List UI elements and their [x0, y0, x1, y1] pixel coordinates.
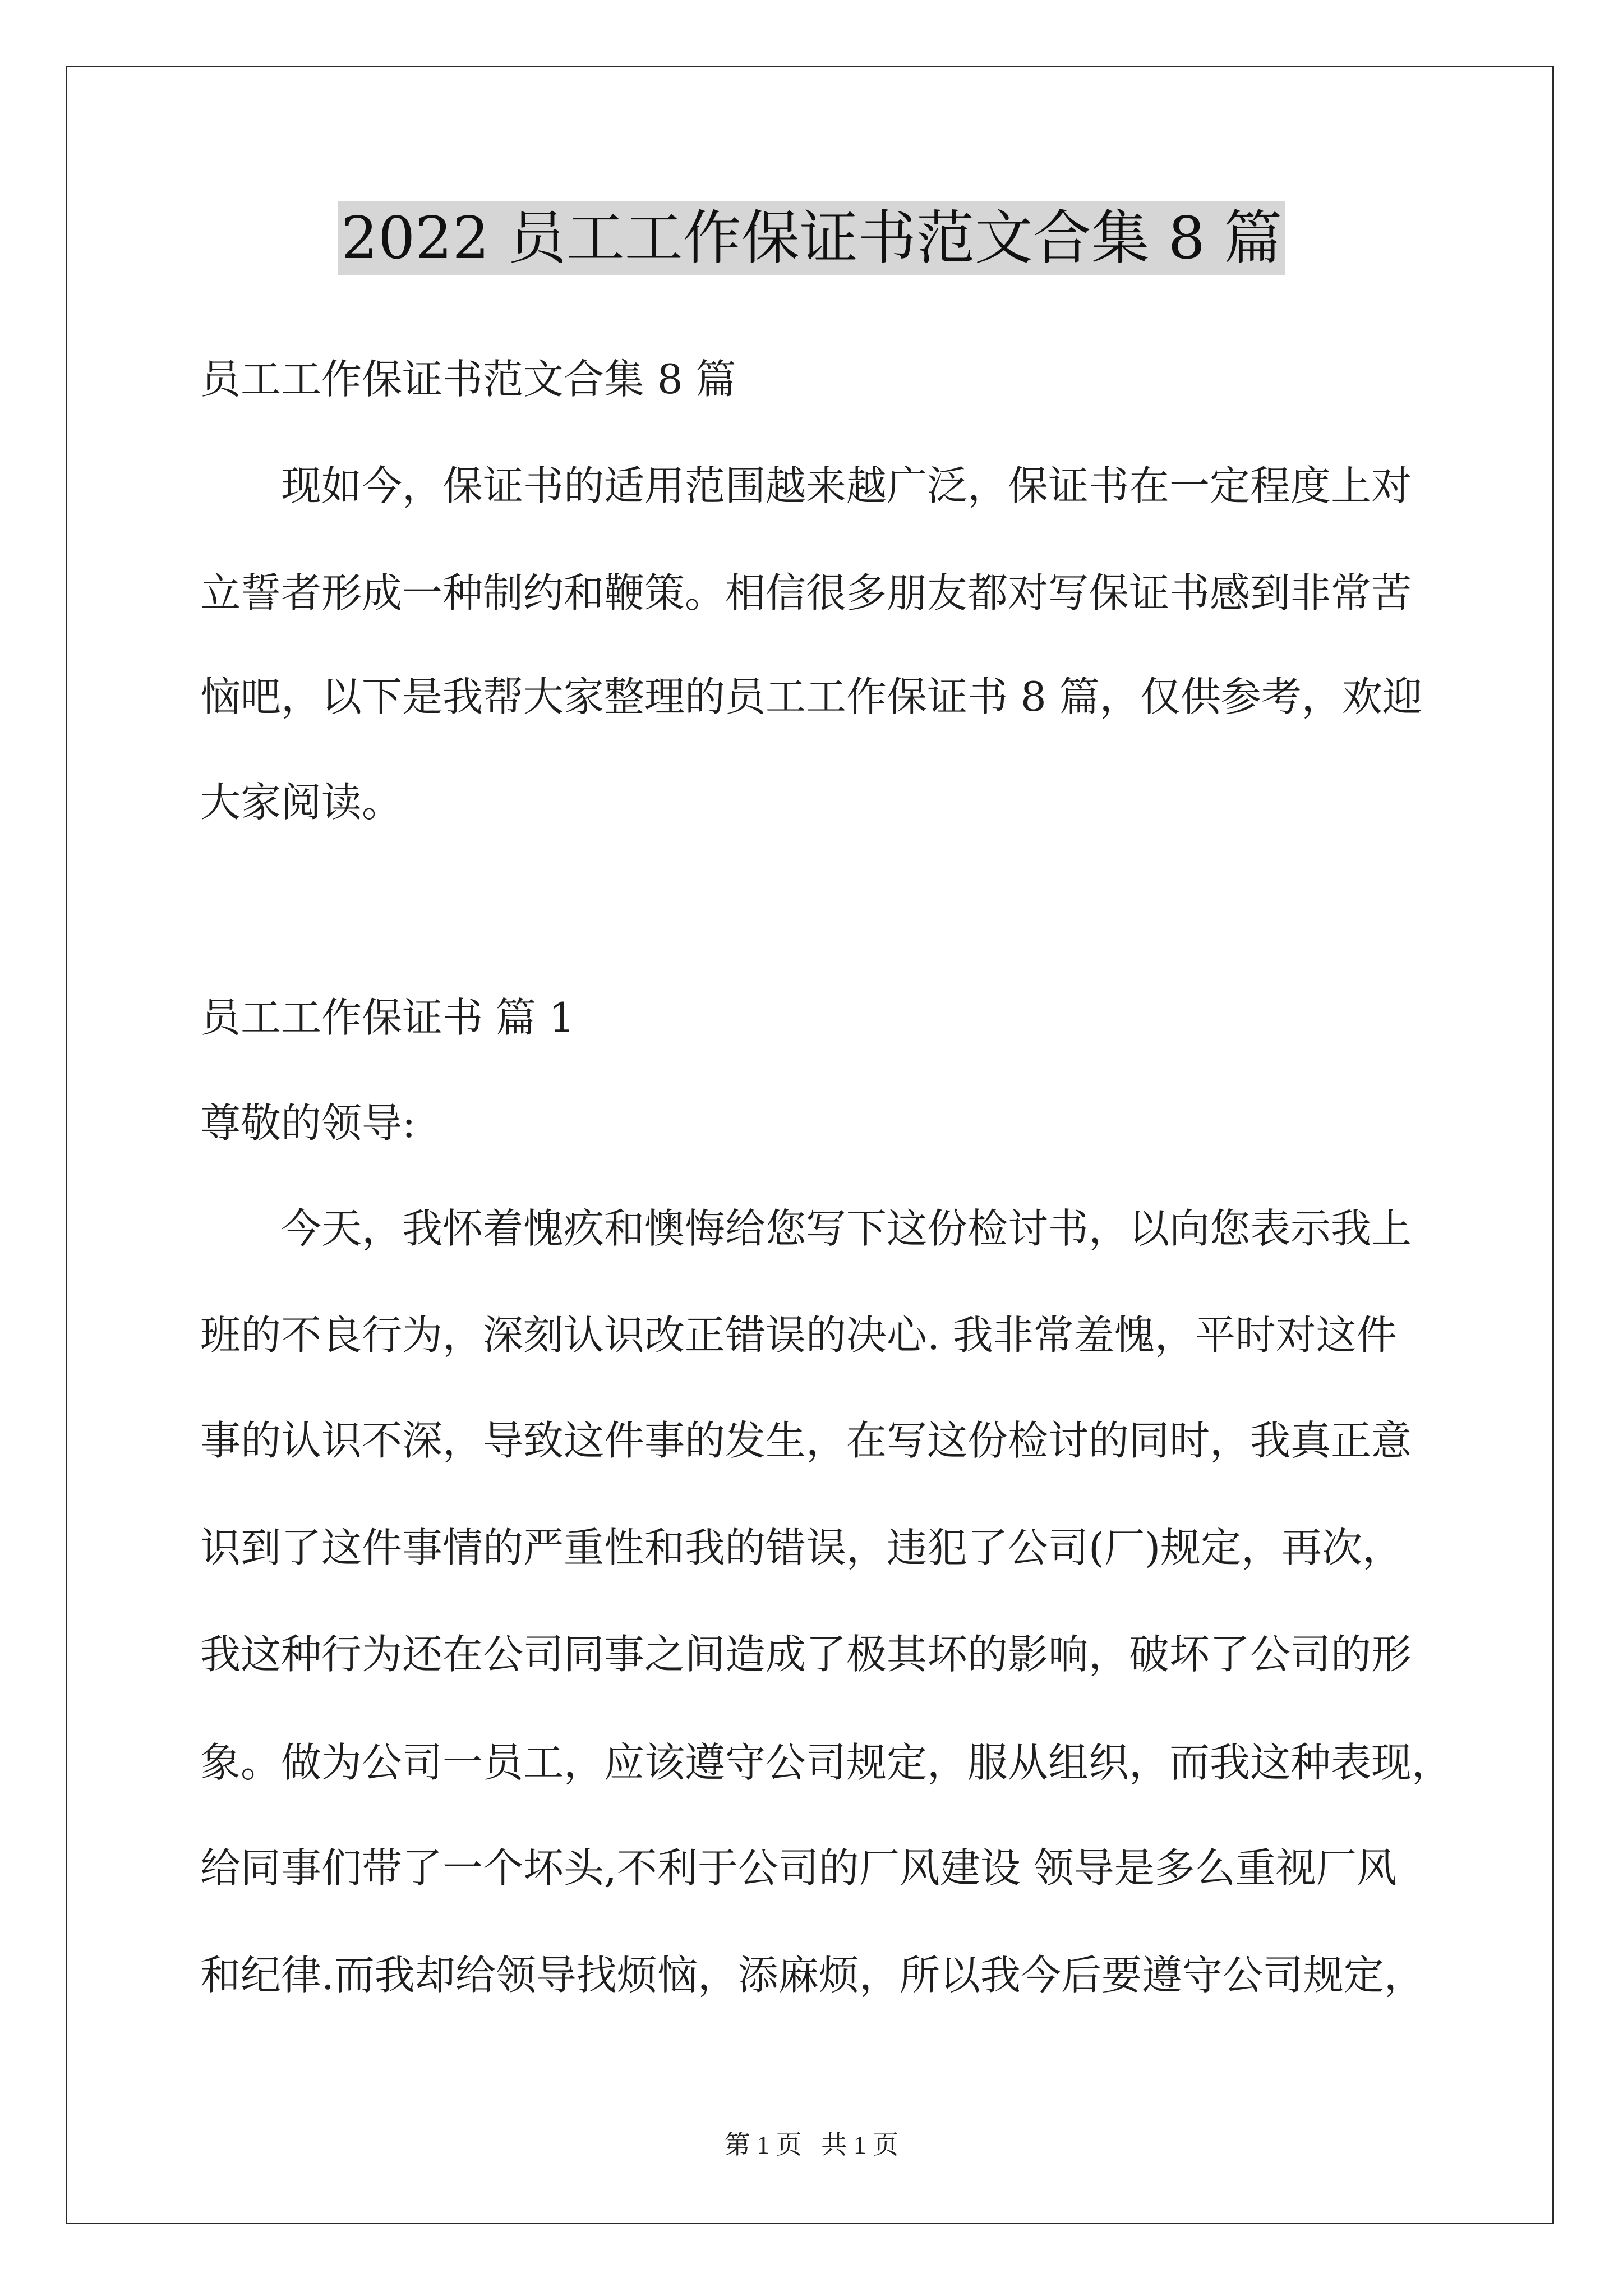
intro-line: 立誓者形成一种制约和鞭策。相信很多朋友都对写保证书感到非常苦 — [200, 569, 1412, 616]
body-line: 和纪律.而我却给领导找烦恼，添麻烦，所以我今后要遵守公司规定， — [200, 1952, 1424, 1999]
body-line: 今天，我怀着愧疚和懊悔给您写下这份检讨书，以向您表示我上 — [281, 1205, 1412, 1252]
page-number-footer: 第 1 页 共 1 页 — [724, 2131, 899, 2159]
intro-line: 现如今，保证书的适用范围越来越广泛，保证书在一定程度上对 — [281, 462, 1412, 509]
intro-line: 恼吧，以下是我帮大家整理的员工工作保证书 8 篇，仅供参考，欢迎 — [200, 673, 1423, 720]
section-heading: 员工工作保证书 篇 1 — [200, 994, 575, 1041]
body-line: 给同事们带了一个坏头,不利于公司的厂风建设 领导是多么重视厂风 — [200, 1844, 1397, 1892]
body-line: 识到了这件事情的严重性和我的错误，违犯了公司(厂)规定，再次， — [200, 1524, 1403, 1571]
title-container — [0, 201, 1623, 275]
document-title: 2022 员工工作保证书范文合集 8 篇 — [338, 201, 1285, 275]
body-line: 我这种行为还在公司同事之间造成了极其坏的影响，破坏了公司的形 — [200, 1631, 1412, 1678]
salutation: 尊敬的领导: — [200, 1099, 416, 1147]
body-line: 事的认识不深，导致这件事的发生，在写这份检讨的同时，我真正意 — [200, 1417, 1412, 1464]
document-subtitle: 员工工作保证书范文合集 8 篇 — [200, 356, 736, 403]
body-line: 班的不良行为，深刻认识改正错误的决心. 我非常羞愧，平时对这件 — [200, 1312, 1397, 1359]
intro-line: 大家阅读。 — [200, 779, 403, 826]
body-line: 象。做为公司一员工，应该遵守公司规定，服从组织，而我这种表现， — [200, 1739, 1453, 1786]
